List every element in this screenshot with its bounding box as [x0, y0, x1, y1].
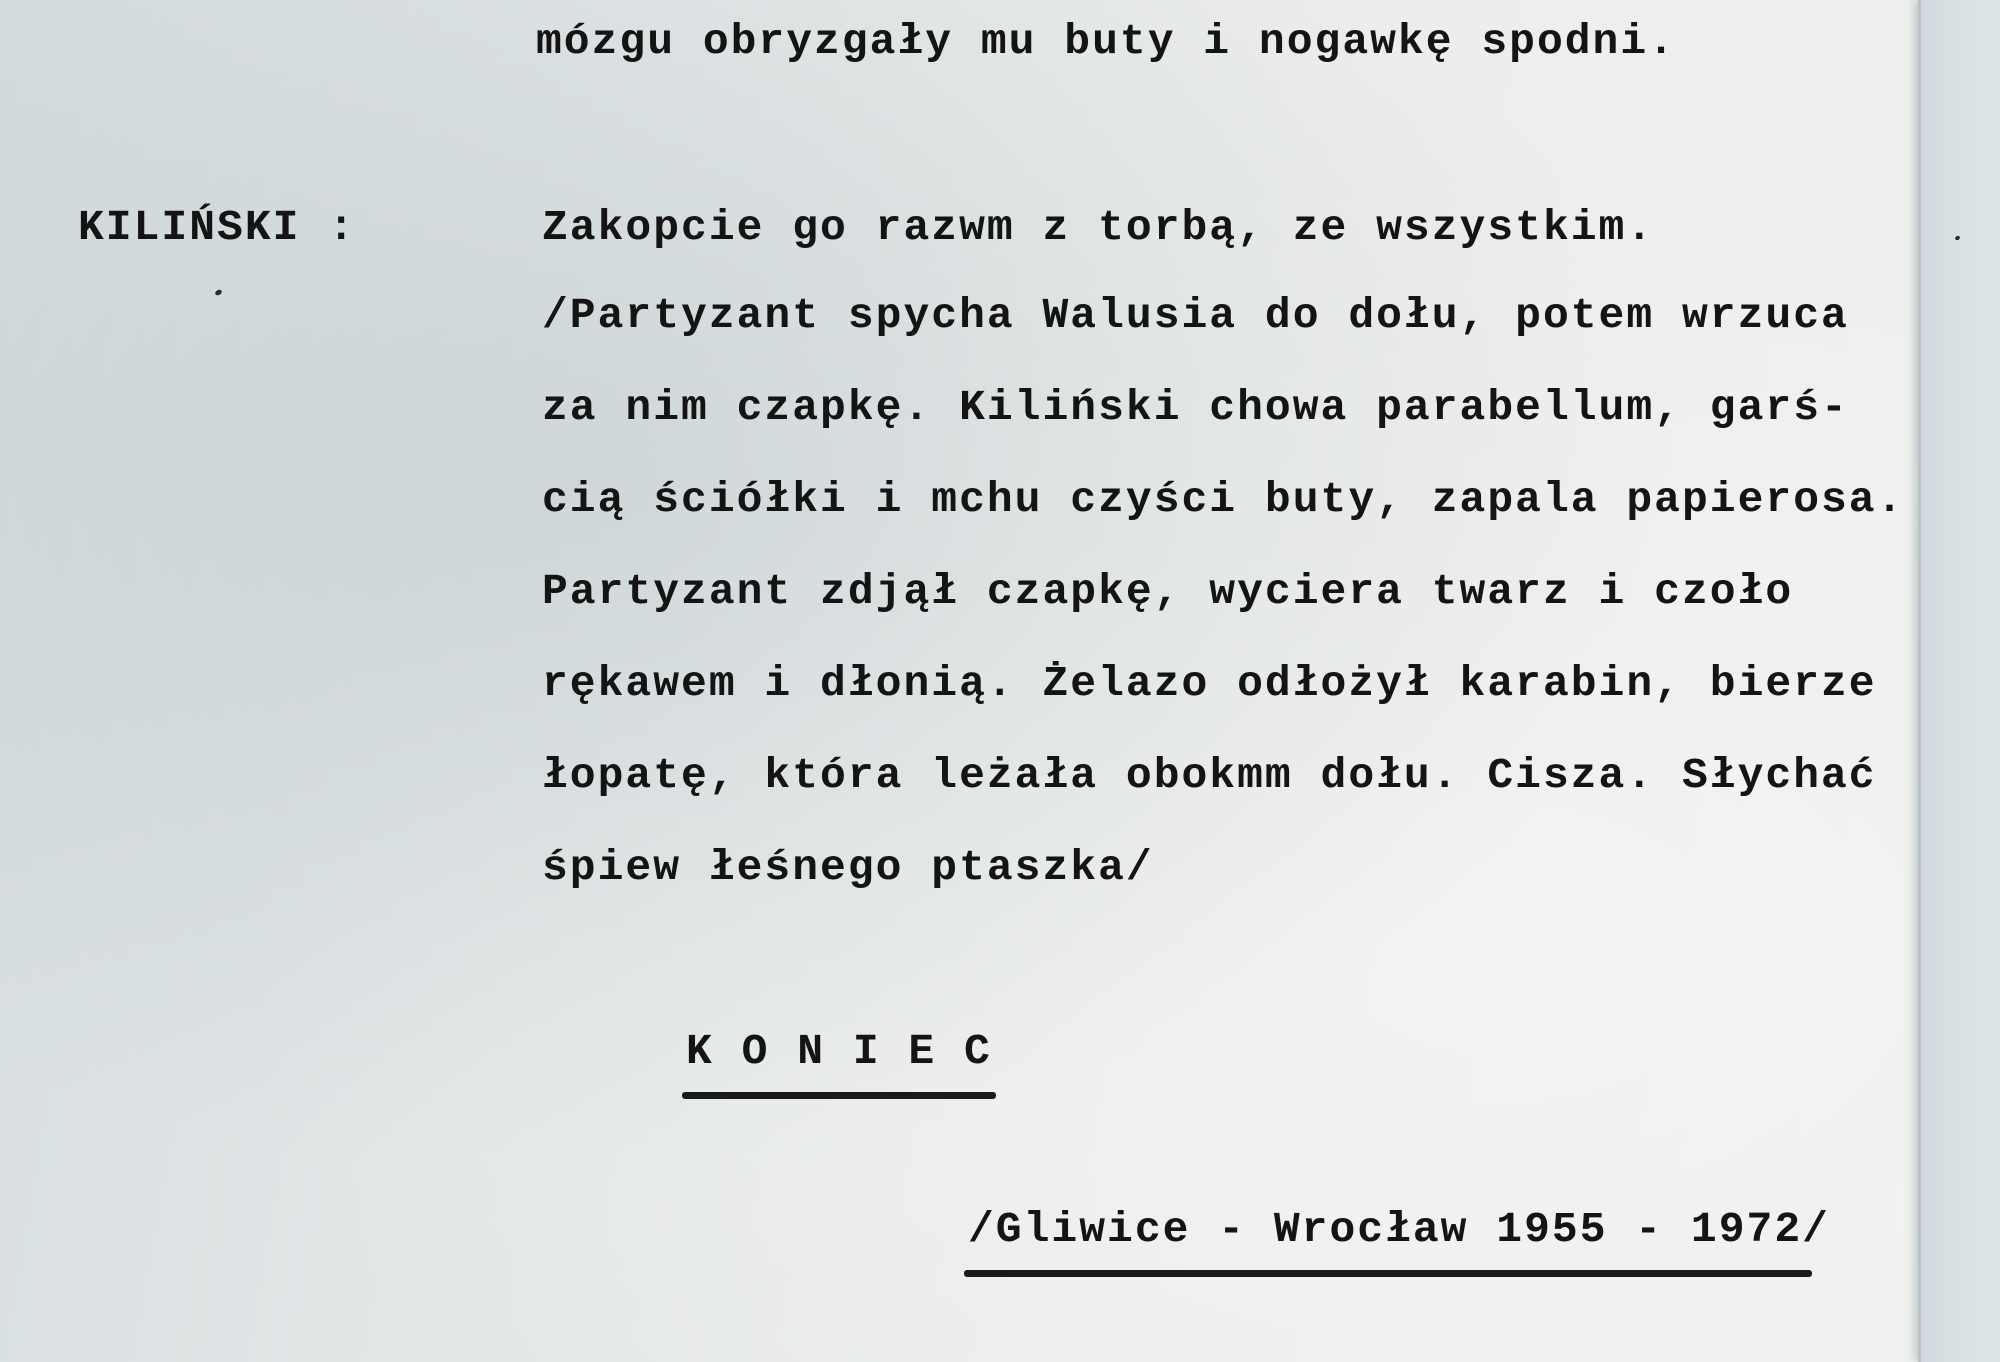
stage-direction-line: cią ściółki i mchu czyści buty, zapala papierosa. [542, 475, 1905, 524]
ink-speck [214, 289, 223, 297]
next-sheet-edge [1918, 0, 2000, 1362]
stage-direction-line: rękawem i dłonią. Żelazo odłożył karabin, bierze [542, 659, 1877, 708]
stage-direction-line: za nim czapkę. Kiliński chowa parabellum, garś- [542, 383, 1849, 432]
dialogue-line: Zakopcie go razwm z torbą, ze wszystkim. [542, 203, 1655, 252]
stage-direction-line: /Partyzant spycha Walusia do dołu, potem wrzuca [542, 291, 1849, 340]
stage-direction-line: łopatę, która leżała obokmm dołu. Cisza. Słychać [542, 751, 1877, 800]
ending-underline [682, 1092, 996, 1099]
stage-direction-line: śpiew łeśnego ptaszka/ [542, 843, 1154, 892]
signature-underline [964, 1270, 1812, 1277]
continuation-line: mózgu obryzgały mu buty i nogawkę spodni. [536, 17, 1676, 66]
signature-line: /Gliwice - Wrocław 1955 - 1972/ [968, 1205, 1830, 1254]
ending-title: K O N I E C [686, 1027, 992, 1076]
stage-direction-line: Partyzant zdjął czapkę, wyciera twarz i czoło [542, 567, 1794, 616]
speaker-name: KILIŃSKI : [78, 203, 357, 252]
